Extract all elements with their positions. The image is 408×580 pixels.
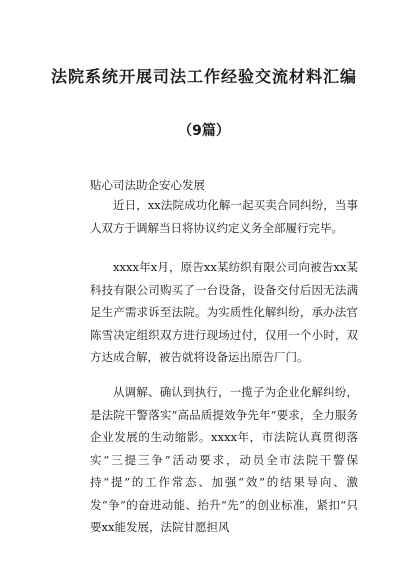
- paragraph: 近日，xx法院成功化解一起买卖合同纠纷，当事人双方于调解当日将协议约定义务全部履行完毕。: [90, 198, 358, 235]
- section-subtitle: 贴心司法助企安心发展: [90, 178, 205, 192]
- paragraph: xxxx年x月，原告xx某纺织有限公司向被告xx某科技有限公司购买了一台设备，设备交付后因无法满足生产需求诉至法院。为实质性化解纠纷，承办法官陈雪决定组织双方进行现场过付，仅用一个小时，双方达成合解，被告就将设备运出原告厂门。: [90, 260, 358, 364]
- article-count: （9篇）: [178, 123, 230, 139]
- paragraph: 从调解、确认到执行，一揽子为企业化解纠纷，是法院干警落实“高品质提效争先年”要求，全力服务企业发展的生动缩影。xxxx年，市法院认真贯彻落实“三提三争”活动要求，动员全市法院干警保持“提”的工作常态、加强“效”的结果导向、激发“争”的奋进动能、抬升“先”的创业标准，紧扣“只要xx能发展，法院甘愿担风: [90, 385, 358, 534]
- document-title: 法院系统开展司法工作经验交流材料汇编: [50, 67, 357, 86]
